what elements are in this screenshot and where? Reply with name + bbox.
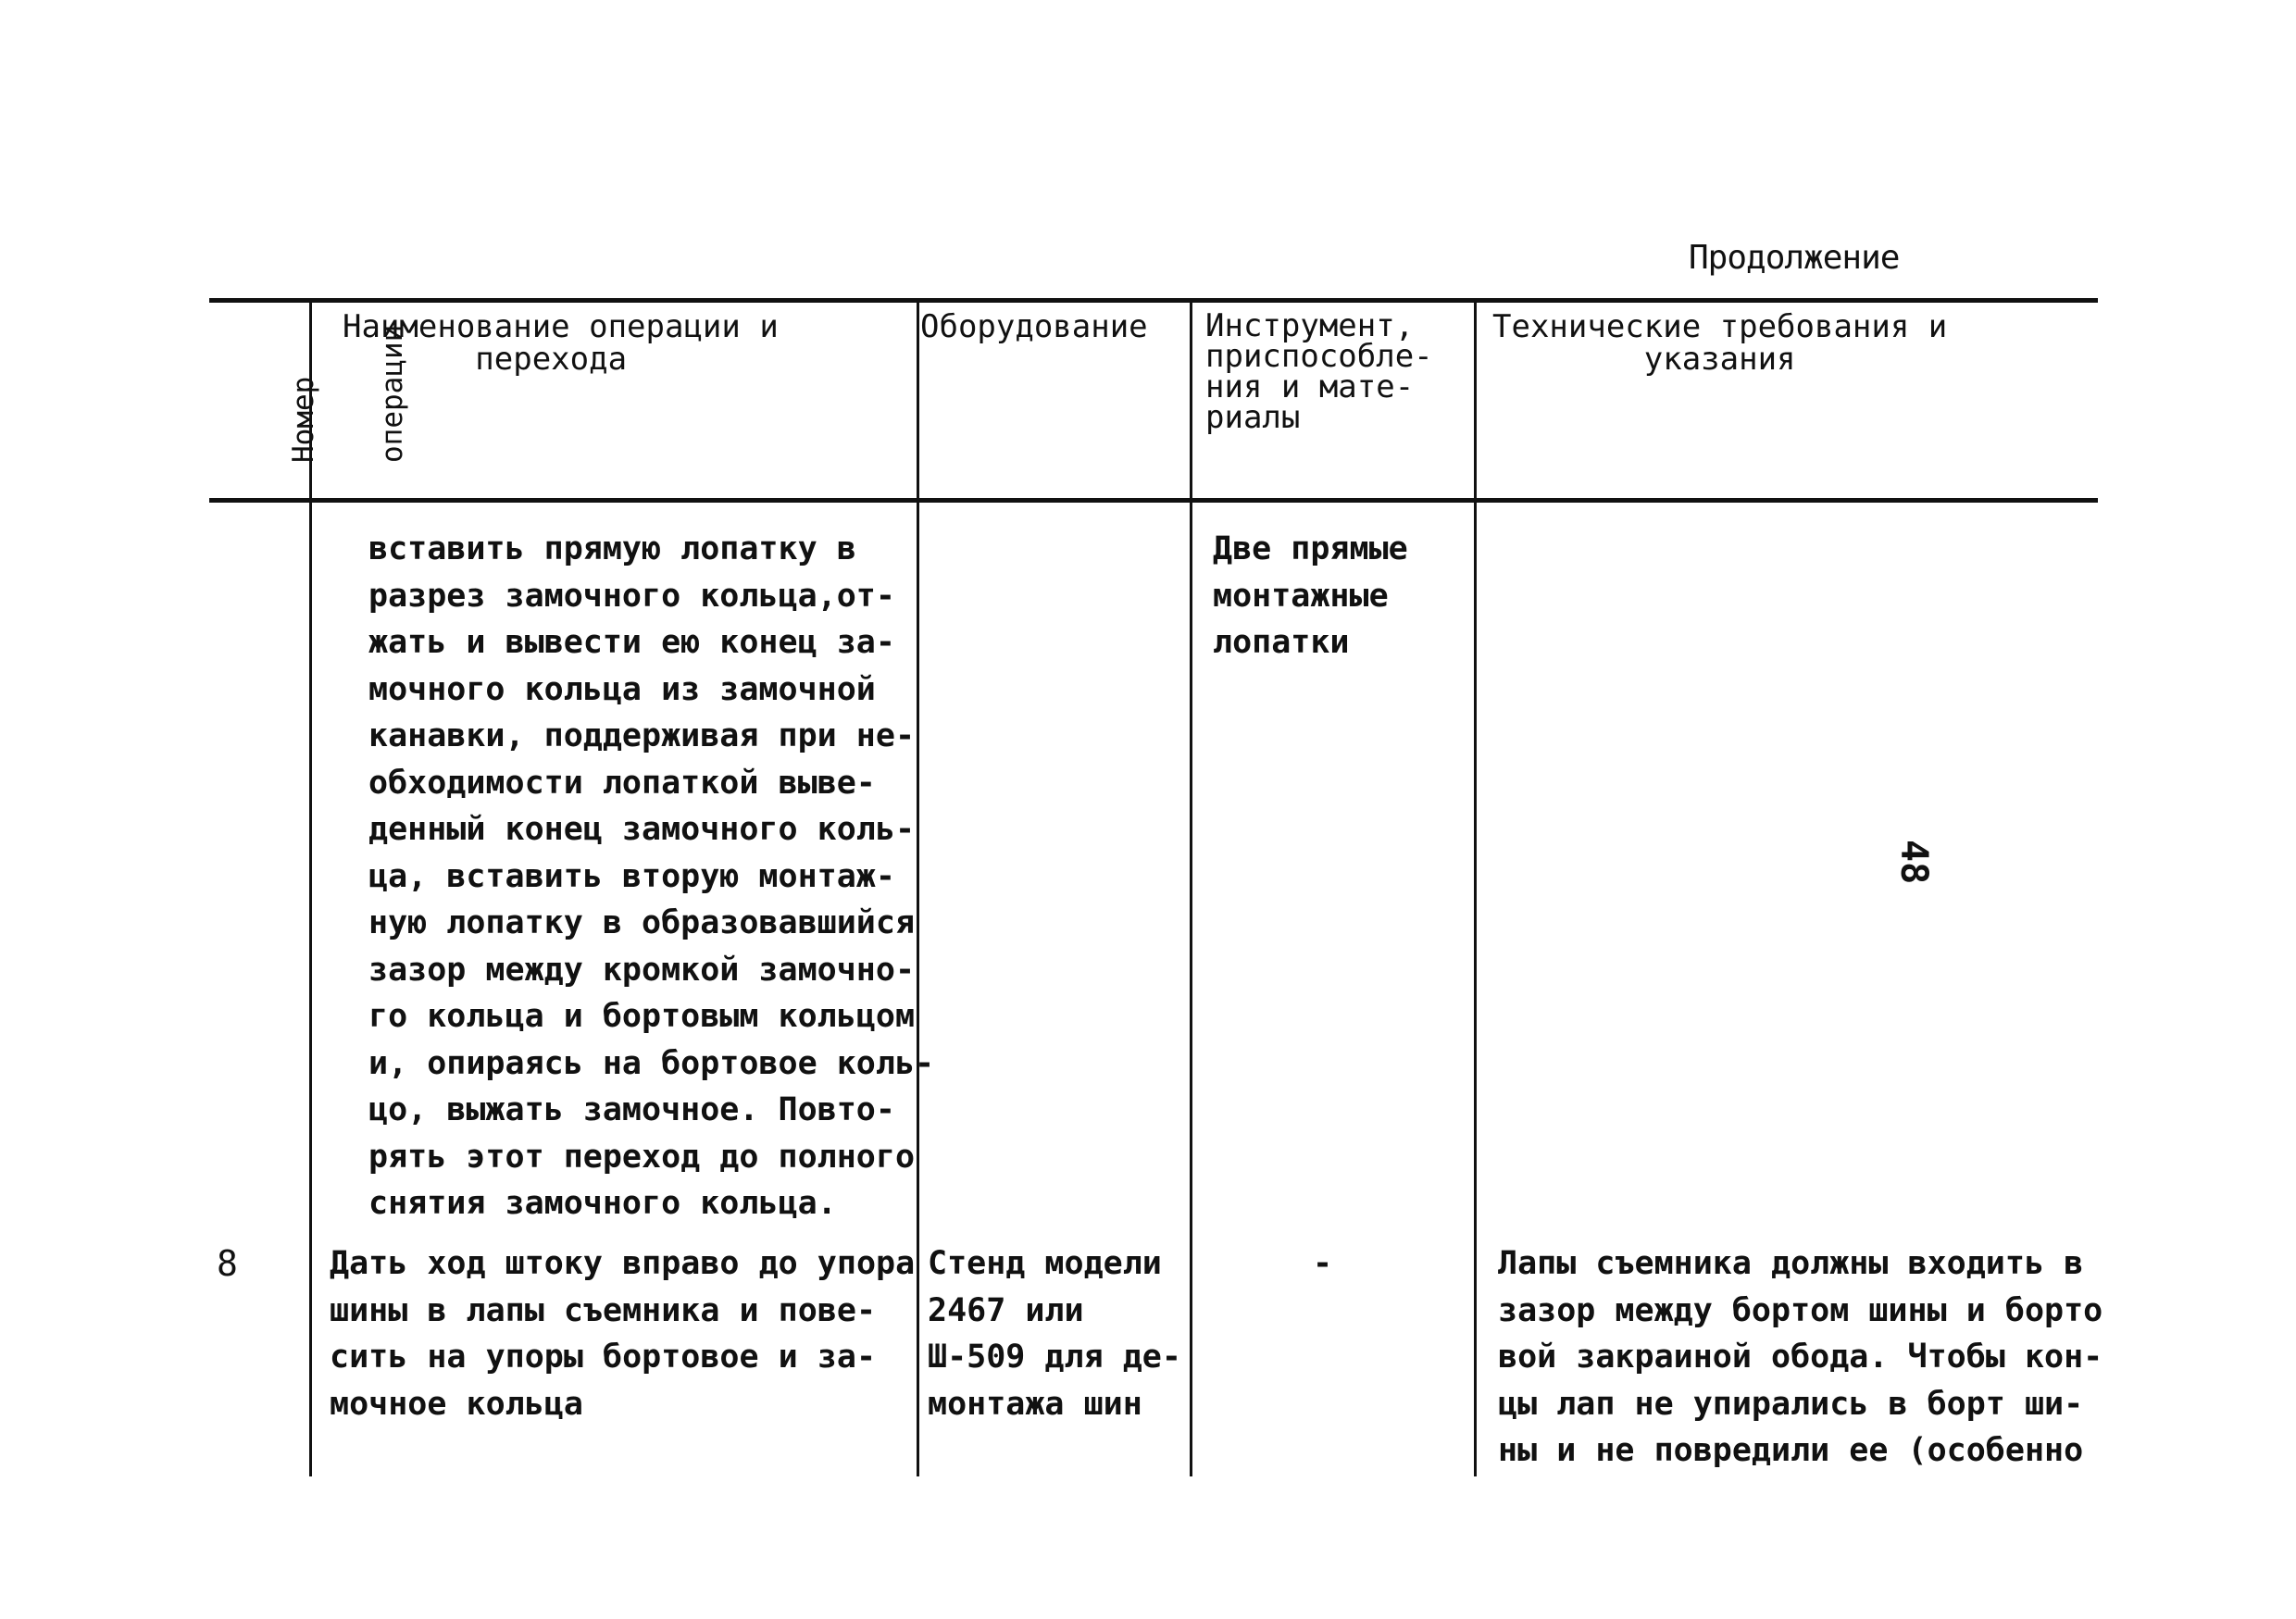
row2-requirements-text: Лапы съемника должны входить в зазор между бортом шины и борто вой закраиной обода. Чтобы кон- цы лап не упирались в борт ши- ны и не повредили ее (особенно bbox=[1498, 1245, 2103, 1469]
page-number: 48 bbox=[1892, 840, 1935, 885]
column-divider-4 bbox=[1474, 301, 1477, 1476]
row1-tools-text: Две прямые монтажные лопатки bbox=[1213, 530, 1408, 661]
table-top-rule bbox=[209, 298, 2098, 303]
header-operation-column: Наименование операции и перехода bbox=[343, 308, 779, 378]
header-number-line1: Номер bbox=[287, 376, 320, 463]
column-divider-3 bbox=[1190, 301, 1192, 1476]
header-bottom-rule bbox=[209, 498, 2098, 503]
header-equipment-column: Оборудование bbox=[920, 308, 1148, 345]
row2-tools-text: - bbox=[1313, 1245, 1333, 1282]
header-number-line2: операции bbox=[376, 324, 409, 463]
row2-operation-number: 8 bbox=[217, 1243, 238, 1284]
header-requirements-column: Технические требования и указания bbox=[1492, 308, 1948, 378]
row1-operation-text: вставить прямую лопатку в разрез замочного кольца,от- жать и вывести ею конец за- мочного кольца из замочной канавки, поддерживая при не- обходимости лопаткой выве- денный конец замочного коль- ца, вставить вторую монтаж- ную лопатку в образовавшийся зазор между кромкой замочно- го кольца и бортовым кольцом и, опираясь на бортовое коль- цо, выжать замочное. Повто- рять этот переход до полного снятия замочного кольца. bbox=[368, 530, 935, 1222]
continuation-label: Продолжение bbox=[1689, 239, 1900, 277]
row2-operation-text: Дать ход штоку вправо до упора шины в лапы съемника и пове- сить на упоры бортовое и за- мочное кольца bbox=[330, 1245, 916, 1423]
row2-equipment-text: Стенд модели 2467 или Ш-509 для де- монтажа шин bbox=[928, 1245, 1181, 1423]
header-tools-column: Инструмент, приспособле- ния и мате- риалы bbox=[1205, 307, 1433, 436]
column-divider-1 bbox=[309, 301, 312, 1476]
